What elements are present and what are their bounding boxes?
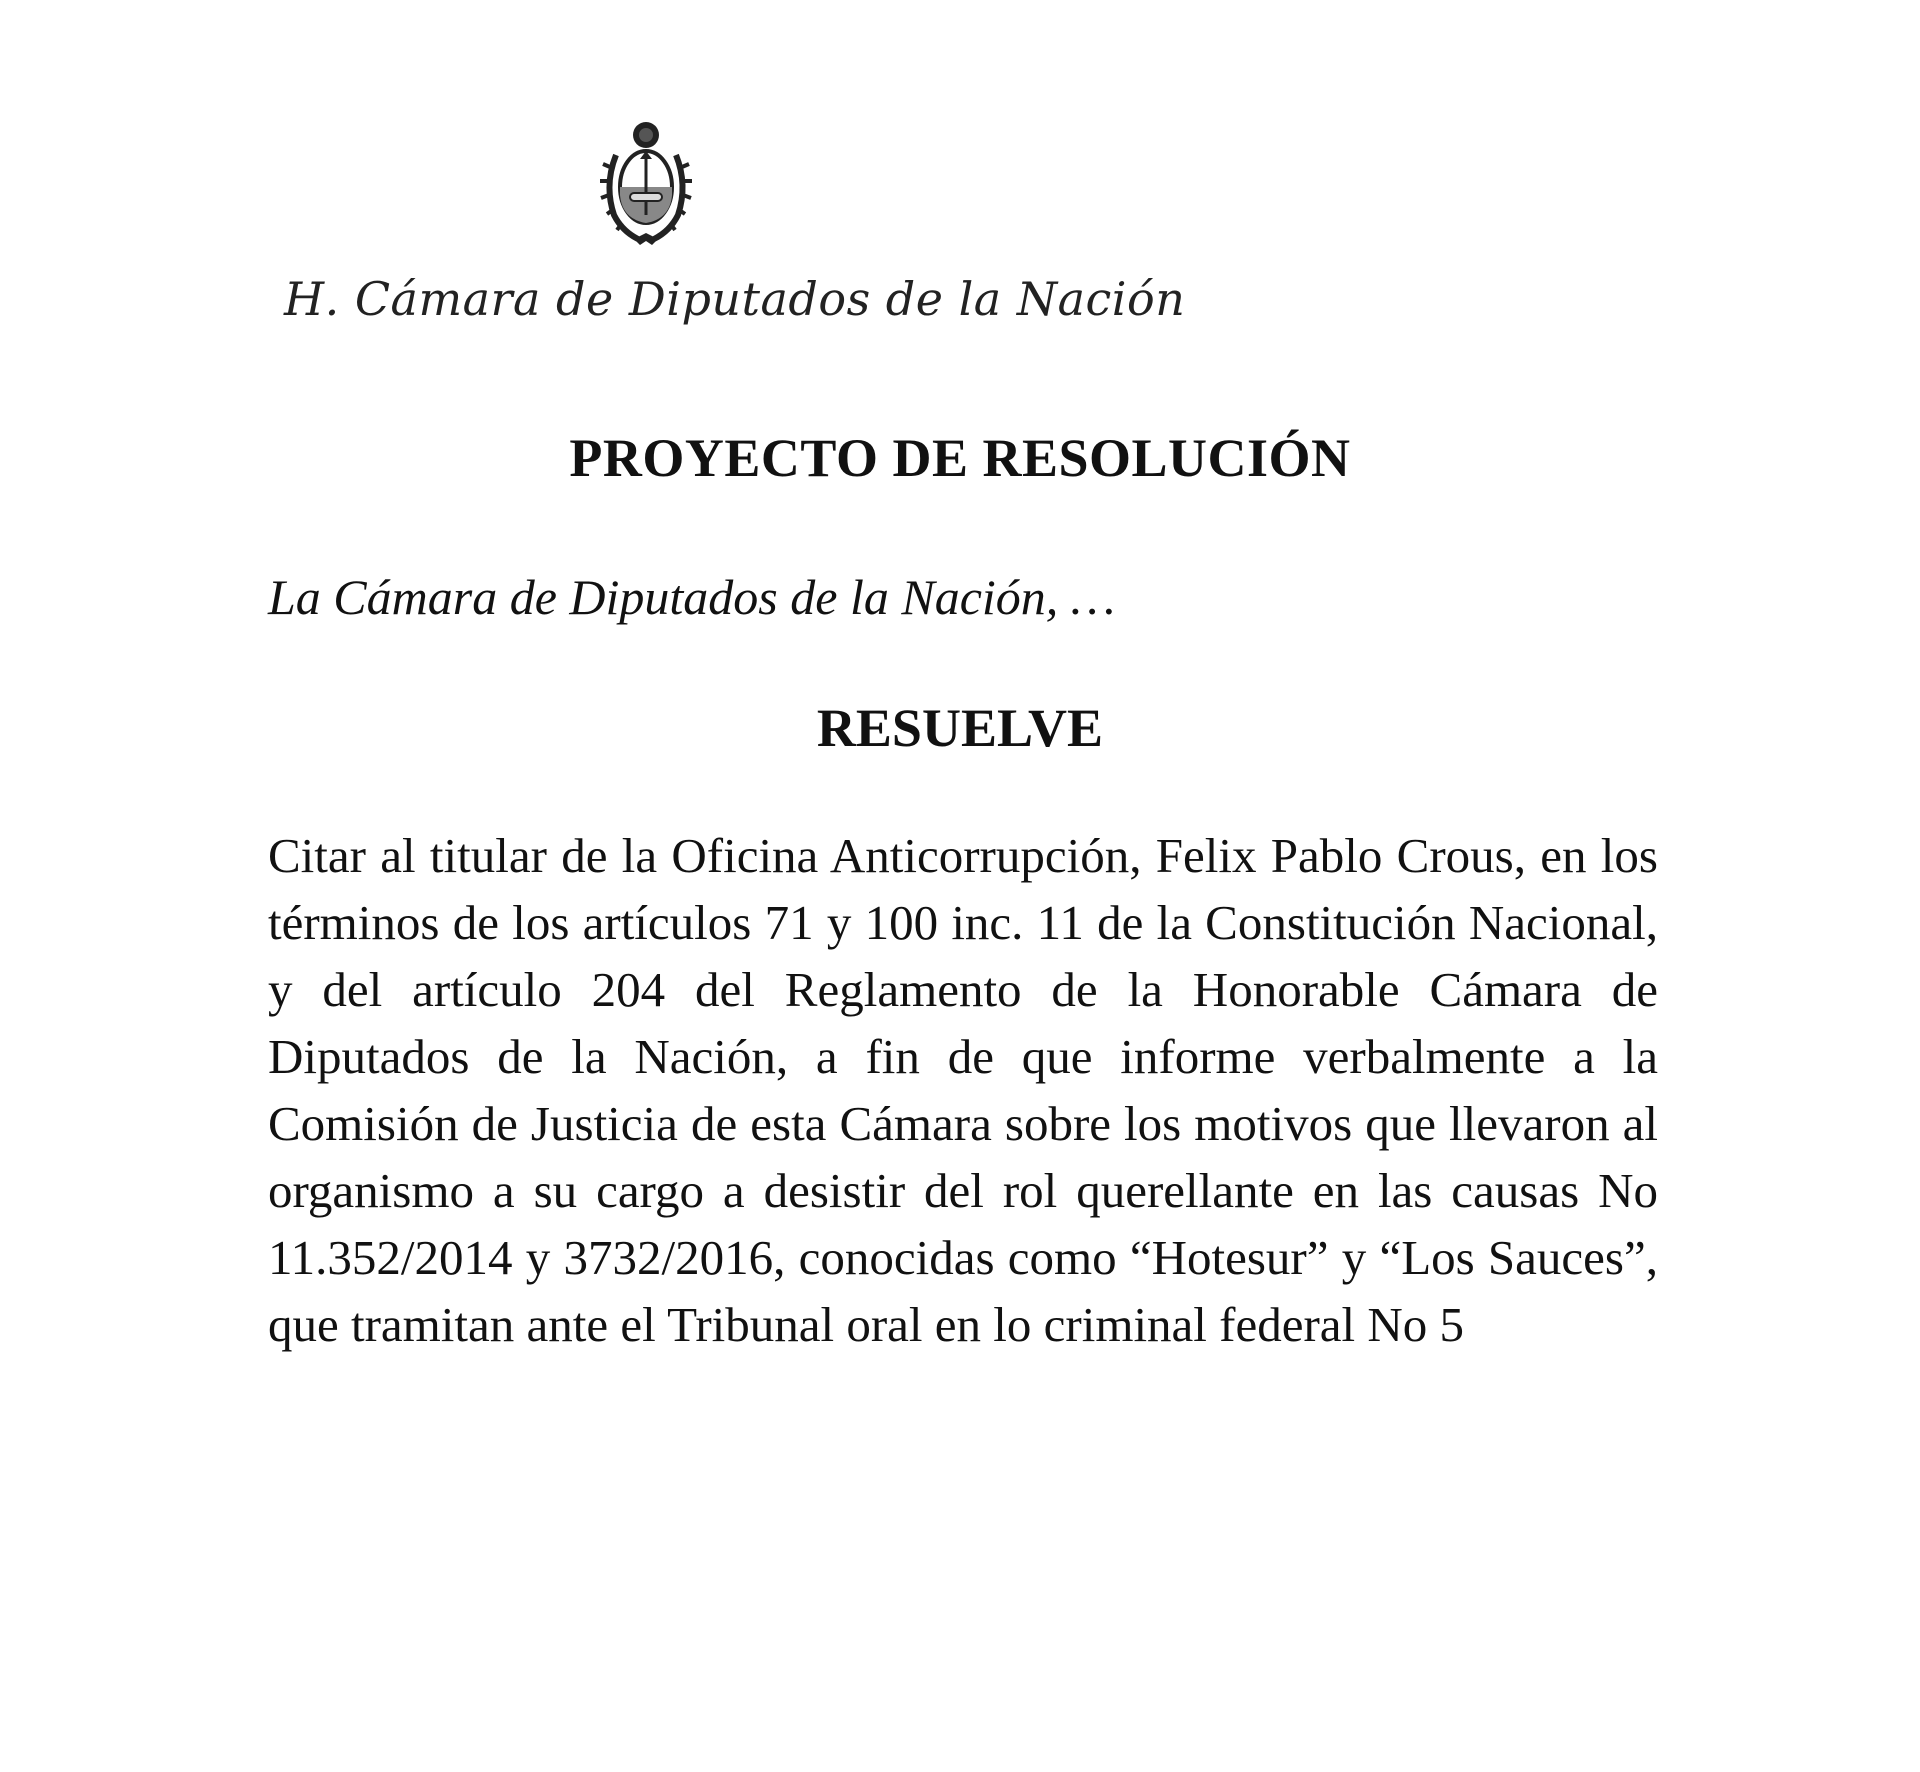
preamble: La Cámara de Diputados de la Nación, … — [268, 569, 1116, 625]
coat-of-arms-icon — [600, 115, 692, 247]
resolution-body: Citar al titular de la Oficina Anticorrupción, Felix Pablo Crous, en los términos de los artículos 71 y 100 inc. 11 de la Constitución Nacional, y del artículo 204 del Reglamento de la Honorable Cámara de Diputados de la Nación, a fin de que informe verbalmente a la Comisión de Justicia de esta Cámara sobre los motivos que llevaron al organismo a su cargo a desistir del rol querellante en las causas No 11.352/2014 y 3732/2016, conocidas como “Hotesur” y “Los Sauces”, que tramitan ante el Tribunal oral en lo criminal federal No 5 — [268, 828, 1658, 1352]
letterhead: H. Cámara de Diputados de la Nación — [284, 272, 1186, 326]
document-title: PROYECTO DE RESOLUCIÓN — [569, 428, 1351, 488]
resolves-heading: RESUELVE — [816, 698, 1104, 758]
